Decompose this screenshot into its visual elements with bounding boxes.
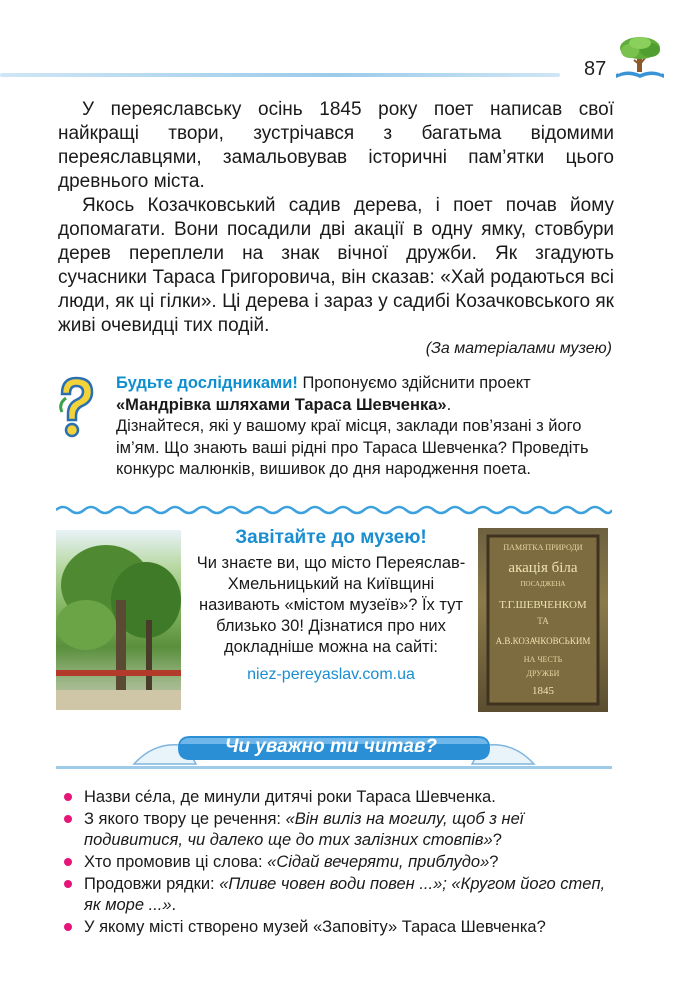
question-text: Продовжи рядки:	[84, 875, 220, 893]
question-mark-icon	[52, 374, 98, 440]
list-item	[64, 809, 624, 851]
list-item	[64, 917, 624, 938]
research-block	[116, 373, 614, 481]
plaque-line: ДРУЖБИ	[526, 669, 560, 678]
question-quote: «Сідай вечеряти, приблудо»	[267, 853, 490, 871]
question-quote: «Він виліз на могилу, щоб з неї подивитися, чи далеко ще до тих залізних стовпів»	[84, 810, 524, 849]
quiz-title: Чи уважно ти читав?	[224, 736, 438, 757]
plaque-line: ТА	[537, 616, 549, 626]
museum-website-link[interactable]: niez-pereyaslav.com.ua	[247, 666, 415, 683]
bullet-icon	[64, 880, 72, 888]
museum-title: Завітайте до музею!	[235, 527, 427, 548]
question-text: У якому місті створено музей «Заповіту» Тараса Шевченка?	[84, 918, 546, 936]
story-paragraph: Якось Козачковський садив дерева, і поет почав йому допомагати. Вони посадили дві акації в одну ямку, стовбури дерев переплели на знак вічної дружби. Як згадують сучасники Тараса Григоровича, він сказав: «Хай родаються всі люди, як ці гілки». Ці дерева і зараз у садибі Козачковського як живі очевидці тих подій.	[58, 195, 614, 336]
question-text: Хто промовив ці слова:	[84, 853, 268, 871]
research-heading: Будьте дослідниками!	[116, 374, 298, 392]
bullet-icon	[64, 923, 72, 931]
research-body: Дізнайтеся, які у вашому краї місця, заклади пов’язані з його ім’ям. Що знають ваші рідні про Тараса Шевченка? Проведіть конкурс малюнків, вишивок до дня народження поета.	[116, 417, 589, 478]
park-photo	[56, 530, 181, 710]
list-item	[64, 874, 624, 916]
plaque-line: ПАМЯТКА ПРИРОДИ	[503, 543, 583, 552]
list-item	[64, 852, 624, 873]
source-note: (За матеріалами музею)	[425, 340, 612, 357]
question-tail: ?	[492, 831, 502, 849]
plaque-line: акація біла	[508, 560, 578, 576]
plaque-line: НА ЧЕСТЬ	[523, 655, 563, 664]
bullet-icon	[64, 793, 72, 801]
museum-block	[196, 527, 466, 684]
bullet-icon	[64, 815, 72, 823]
plaque-line: А.В.КОЗАЧКОВСЬКИМ	[495, 636, 591, 646]
header-rule	[0, 73, 560, 77]
question-tail: ?	[489, 853, 499, 871]
plaque-line: 1845	[532, 685, 554, 697]
list-item	[64, 787, 624, 808]
question-text: З якого твору це речення:	[84, 810, 286, 828]
quiz-question-list	[64, 787, 624, 939]
plaque-line: ПОСАДЖЕНА	[520, 580, 566, 588]
story-paragraph: У переяславську осінь 1845 року поет написав свої найкращі твори, зустрічався з багатьма відомими переяславцями, замальовував історичні пам’ятки цього древнього міста.	[58, 99, 614, 192]
research-intro: Пропонуємо здійснити проект	[297, 374, 531, 392]
bullet-icon	[64, 858, 72, 866]
plaque-line: Т.Г.ШЕВЧЕНКОМ	[499, 599, 587, 611]
question-quote: «Пливе човен води повен ...»; «Кругом його степ, як море ...»	[84, 875, 606, 914]
story-text	[58, 98, 614, 338]
question-text: Назви се́ла, де минули дитячі роки Тараса Шевченка.	[84, 788, 496, 806]
research-project: «Мандрівка шляхами Тараса Шевченка»	[116, 395, 447, 414]
page-number: 87	[584, 58, 607, 80]
tree-book-icon	[612, 34, 668, 82]
plaque-photo	[478, 528, 608, 712]
research-period: .	[446, 395, 452, 414]
wave-divider	[56, 503, 612, 517]
question-tail: .	[171, 896, 177, 914]
museum-text: Чи знаєте ви, що місто Переяслав-Хмельницький на Київщині називають «містом музеїв»? Їх тут близько 30! Дізнатися про них докладніше можна на сайті:	[196, 554, 466, 656]
